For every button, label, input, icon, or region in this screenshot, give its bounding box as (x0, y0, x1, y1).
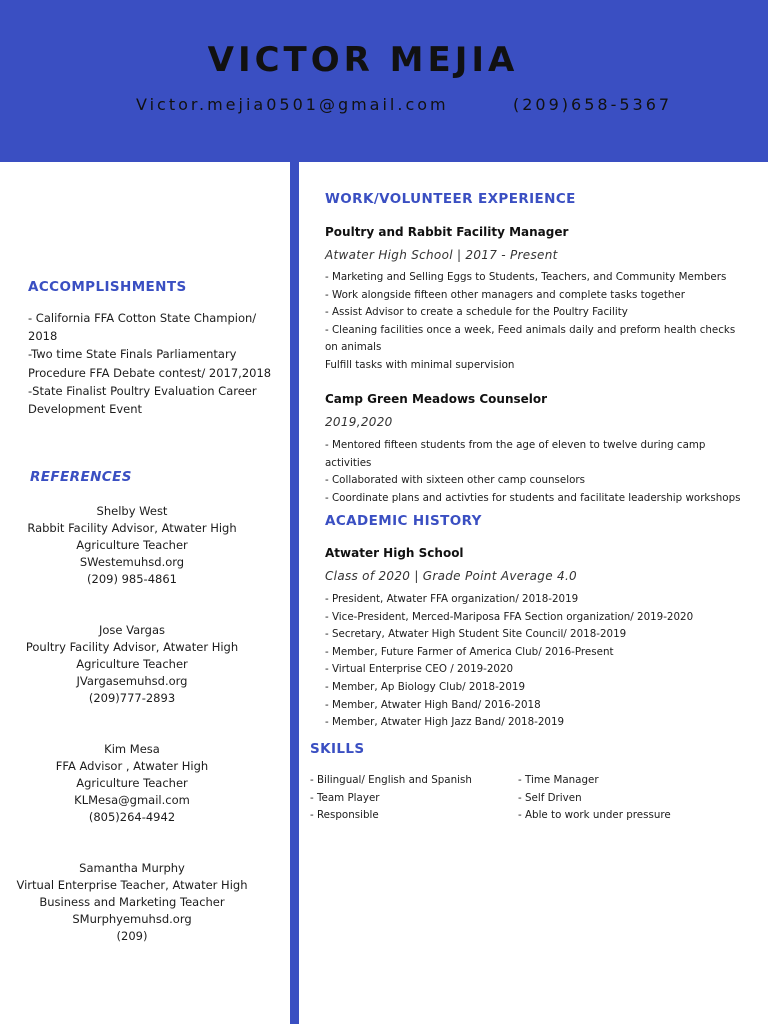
contact-email: Victor.mejia0501@gmail.com (136, 95, 449, 114)
job-duty-line: - Work alongside fifteen other managers and complete tasks together (325, 288, 685, 301)
academic-line: - Secretary, Atwater High Student Site Council/ 2018-2019 (325, 628, 627, 641)
accomplishment-line: - California FFA Cotton State Champion/ 2018 (28, 311, 257, 344)
skills-heading: SKILLS (310, 741, 365, 757)
job-duties-list (325, 437, 745, 507)
reference-title: Agriculture Teacher (76, 538, 188, 552)
academic-line: - President, Atwater FFA organization/ 2018-2019 (325, 593, 579, 605)
academic-heading: ACADEMIC HISTORY (325, 513, 482, 529)
academic-line: - Member, Atwater High Jazz Band/ 2018-2019 (325, 716, 565, 729)
reference-email: JVargasemuhsd.org (76, 674, 188, 688)
reference-phone: (209) (116, 929, 148, 943)
reference-phone: (209)777-2893 (88, 691, 176, 705)
reference-name: Kim Mesa (104, 742, 160, 756)
reference-name: Jose Vargas (98, 623, 166, 637)
reference-card (0, 503, 264, 588)
job-duty-line: - Assist Advisor to create a schedule for the Poultry Facility (325, 306, 628, 319)
accomplishments-list (28, 309, 283, 418)
skills-list-right (518, 772, 671, 825)
job-duty-line: Fulfill tasks with minimal supervision (325, 358, 515, 371)
academic-line: - Member, Future Farmer of America Club/ 2016-Present (325, 645, 614, 658)
job-duty-line: - Marketing and Selling Eggs to Students, Teachers, and Community Members (325, 271, 727, 283)
references-heading: REFERENCES (30, 469, 132, 485)
reference-role: FFA Advisor , Atwater High (55, 759, 209, 773)
job-duty-line: activities (325, 456, 372, 469)
header-banner (0, 0, 768, 162)
reference-card (0, 741, 264, 826)
job-subtitle: 2019,2020 (325, 415, 393, 429)
contact-phone: (209)658-5367 (513, 95, 673, 114)
skill-item: - Able to work under pressure (518, 809, 671, 822)
reference-role: Virtual Enterprise Teacher, Atwater High (16, 878, 248, 892)
accomplishment-line: Development Event (28, 402, 143, 417)
column-divider (290, 162, 299, 1024)
job-subtitle: Atwater High School | 2017 - Present (325, 248, 558, 262)
skill-item: - Responsible (310, 809, 379, 822)
academic-line: - Vice-President, Merced-Mariposa FFA Section organization/ 2019-2020 (325, 610, 694, 623)
reference-role: Poultry Facility Advisor, Atwater High (25, 640, 239, 654)
job-duty-line: - Cleaning facilities once a week, Feed animals daily and preform health checks (325, 323, 736, 336)
skill-item: - Time Manager (518, 774, 599, 786)
reference-role: Rabbit Facility Advisor, Atwater High (27, 521, 237, 535)
academic-list (325, 591, 745, 732)
job-duty-line: - Coordinate plans and activties for students and facilitate leadership workshops (325, 491, 741, 504)
skill-item: - Team Player (310, 791, 380, 804)
reference-phone: (805)264-4942 (88, 810, 176, 824)
candidate-name: VICTOR MEJIA (207, 40, 519, 80)
reference-title: Agriculture Teacher (76, 776, 188, 790)
job-title: Camp Green Meadows Counselor (325, 392, 548, 406)
reference-email: KLMesa@gmail.com (74, 793, 190, 807)
accomplishment-line: -State Finalist Poultry Evaluation Career (28, 383, 257, 398)
reference-card (0, 860, 264, 945)
accomplishment-line: -Two time State Finals Parliamentary (28, 347, 237, 362)
job-duty-line: - Mentored fifteen students from the age of eleven to twelve during camp (325, 439, 706, 451)
reference-email: SMurphyemuhsd.org (72, 912, 192, 926)
reference-name: Samantha Murphy (79, 861, 185, 875)
academic-line: - Virtual Enterprise CEO / 2019-2020 (325, 663, 514, 676)
accomplishments-heading: ACCOMPLISHMENTS (28, 279, 187, 295)
reference-name: Shelby West (96, 504, 168, 518)
job-duty-line: - Collaborated with sixteen other camp counselors (325, 474, 586, 487)
school-name: Atwater High School (325, 546, 464, 560)
job-duties-list (325, 269, 745, 375)
reference-card (0, 622, 264, 707)
reference-title: Business and Marketing Teacher (39, 895, 225, 909)
academic-line: - Member, Atwater High Band/ 2016-2018 (325, 698, 541, 711)
reference-email: SWestemuhsd.org (79, 555, 185, 569)
job-duty-line: on animals (325, 341, 382, 354)
skills-list-left (310, 772, 472, 825)
skill-item: - Bilingual/ English and Spanish (310, 774, 472, 786)
job-title: Poultry and Rabbit Facility Manager (325, 225, 569, 239)
reference-phone: (209) 985-4861 (87, 572, 177, 586)
school-subtitle: Class of 2020 | Grade Point Average 4.0 (325, 569, 577, 583)
accomplishment-line: Procedure FFA Debate contest/ 2017,2018 (28, 365, 272, 380)
reference-title: Agriculture Teacher (76, 657, 188, 671)
academic-line: - Member, Ap Biology Club/ 2018-2019 (325, 680, 526, 693)
skill-item: - Self Driven (518, 791, 582, 804)
work-heading: WORK/VOLUNTEER EXPERIENCE (325, 191, 576, 207)
